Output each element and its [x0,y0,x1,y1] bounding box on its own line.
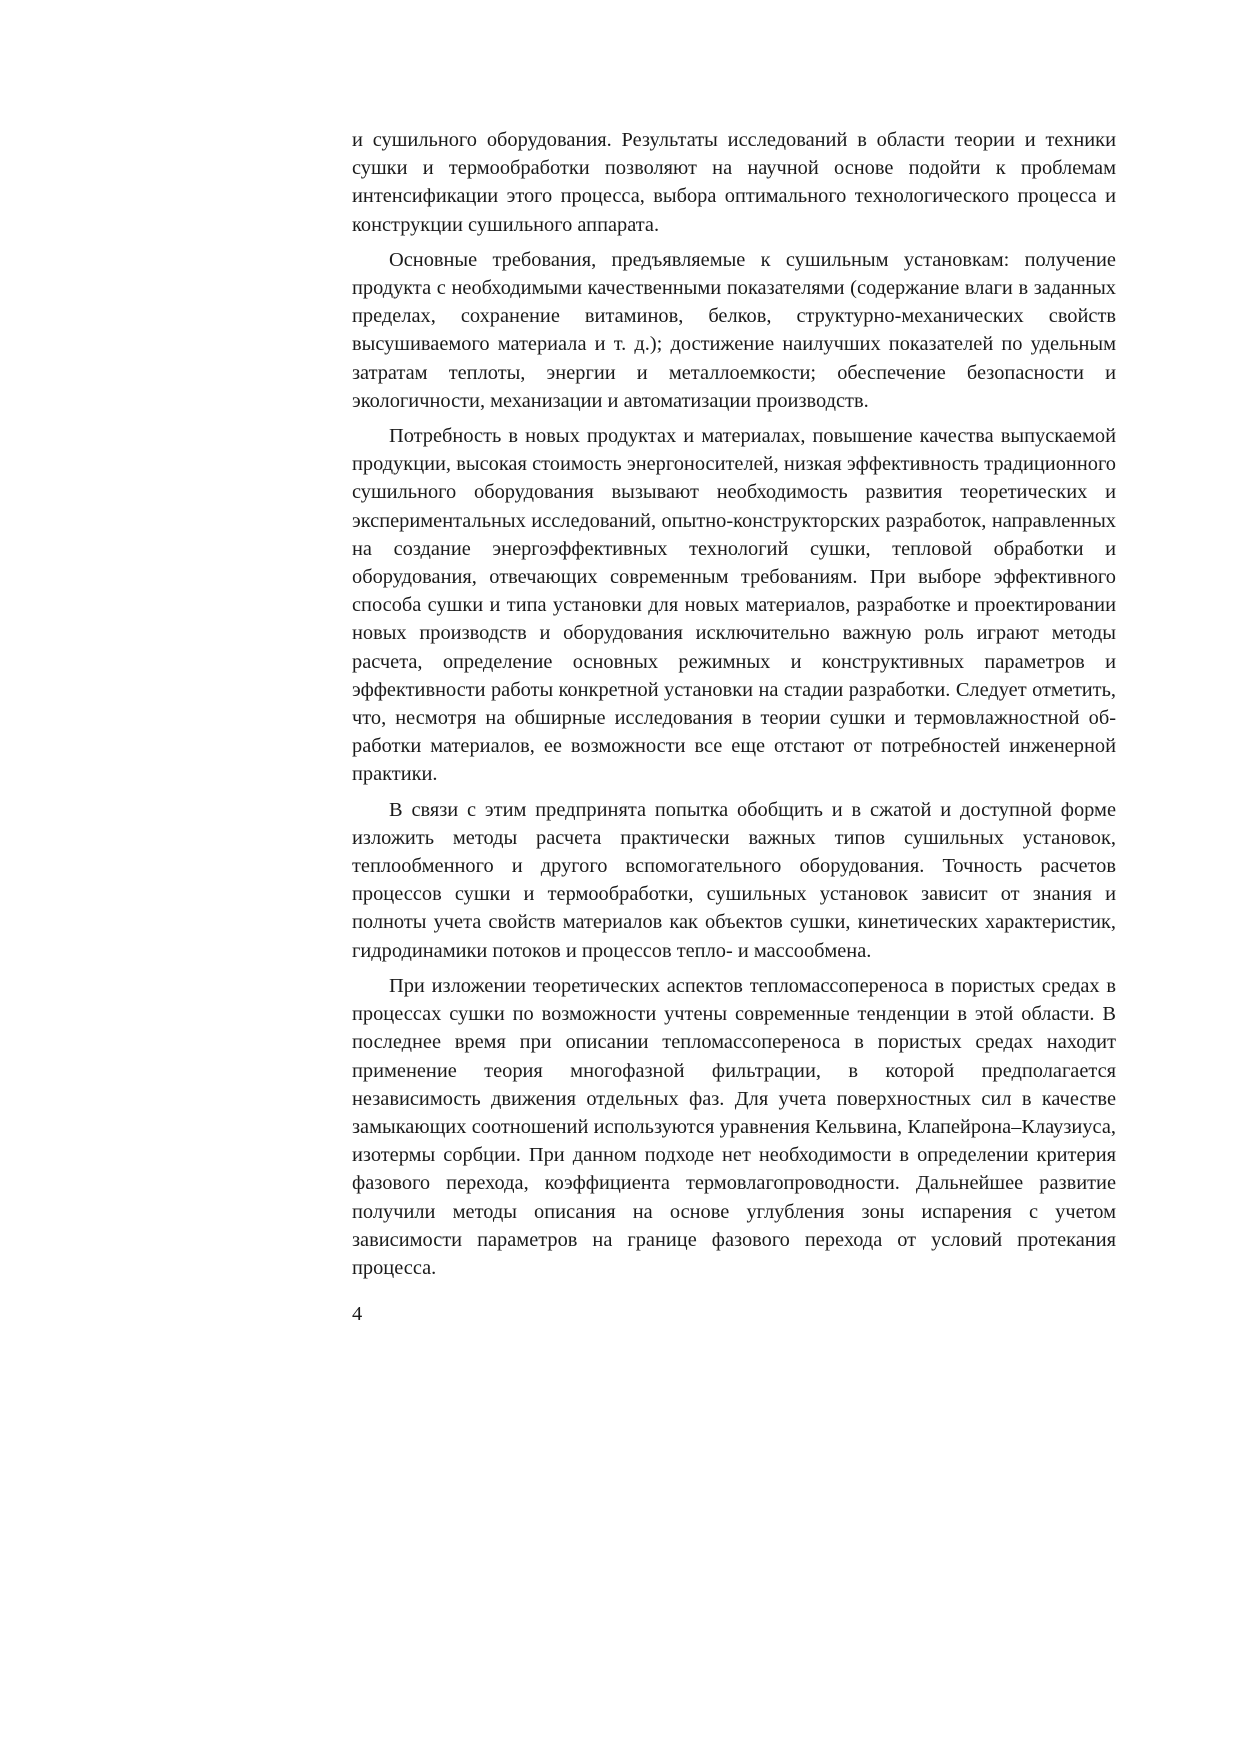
paragraph-demand: Потребность в новых продуктах и материалах, повышение качества выпускаемой продукции, высокая стоимость энергоносителей, низкая эффективность традиционного сушильного оборудования вызывают необходимость развития теоретических и экспериментальных исследований, опытно-конструкторских разработок, направленных на создание энергоэффективных технологий сушки, тепловой обработки и оборудования, отвечающих современным требованиям. При выборе эффективного способа сушки и типа установки для новых материалов, разработке и проектировании новых производств и оборудования исключительно важную роль играют методы расчета, определение основных режимных и конструктивных параметров и эффективности работы конкретной установки на стадии разработки. Следует отметить, что, несмотря на обширные исследования в теории сушки и термовлажностной обработки материалов, ее возможности все еще отстают от потребностей инженерной практики. [352,425,1116,786]
page-number: 4 [352,1303,363,1325]
paragraph-methods: В связи с этим предпринята попытка обобщить и в сжатой и доступной форме изложить методы расчета практически важных типов сушильных установок, теплообменного и другого вспомогательного оборудования. Точность расчетов процессов сушки и термообработки, сушильных установок зависит от знания и полноты учета свойств материалов как объектов сушки, кинетических характеристик, гидродинамики потоков и процессов тепло- и массообмена. [352,798,1116,962]
paragraph-continued: и сушильного оборудования. Результаты исследований в области теории и техники сушки и термообработки позволяют на научной основе подойти к проблемам интенсификации этого процесса, выбора оптимального технологического процесса и конструкции сушильного аппарата. [352,129,1116,236]
body-text [352,126,1116,1282]
paragraph-theory: При изложении теоретических аспектов тепломассопереноса в пористых средах в процессах сушки по возможности учтены современные тенденции в этой области. В последнее время при описании тепломассопереноса в пористых средах находит применение теория многофазной фильтрации, в которой предполагается независимость движения отдельных фаз. Для учета поверхностных сил в качестве замыкающих соотношений используются уравнения Кельвина, Клапейрона–Клаузиуса, изотермы сорбции. При данном подходе нет необходимости в определении критерия фазового перехода, коэффициента термовлагопроводности. Дальнейшее развитие получили методы описания на основе углубления зоны испарения с учетом зависимости параметров на границе фазового перехода от условий протекания процесса. [352,974,1116,1279]
paragraph-requirements: Основные требования, предъявляемые к сушильным установкам: получение продукта с необходимыми качественными показателями (содержание влаги в заданных пределах, сохранение витаминов, белков, структурно-механических свойств высушиваемого материала и т. д.); достижение наилучших показателей по удельным затратам теплоты, энергии и металлоемкости; обеспечение безопасности и экологичности, механизации и автоматизации производств. [352,248,1116,412]
